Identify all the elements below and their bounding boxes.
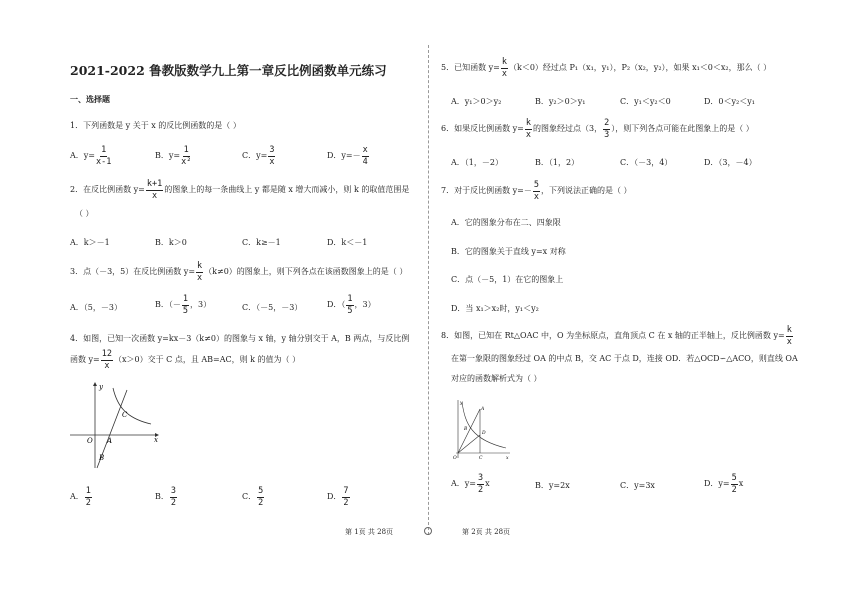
q8-option-d: D．y= $\frac{5}{2}$ x — [704, 473, 744, 495]
document-title: 2021-2022 鲁教版数学九上第一章反比例函数单元练习 — [70, 63, 387, 78]
q6-stem: 6．如果反比例函数 y= $\frac{k}{x}$ 的图象经过点（3， $\frac{2}{3}$ ），则下列各点可能在此图象上的是（ ） — [441, 118, 754, 140]
q3-option-b: B．（－ $\frac{1}{5}$ ，3） — [155, 294, 212, 316]
q2-option-d: D．k＜－1 — [327, 238, 368, 247]
q8-figure — [448, 396, 514, 462]
q4-stem-line1: 4．如图，已知一次函数 y=kx－3（k≠0）的图象与 x 轴，y 轴分别交于 A，B 两点，与反比例 — [70, 334, 410, 343]
binding-hole-icon — [424, 527, 432, 535]
q2-option-c: C．k≥－1 — [242, 238, 281, 247]
q4-label-x: x — [154, 436, 158, 444]
q5-option-a: A．y₁＞0＞y₂ — [451, 97, 502, 106]
q8-label-c: C — [479, 456, 483, 461]
q8-stem-line1: 8．如图，已知在 Rt△OAC 中，O 为坐标原点，直角顶点 C 在 x 轴的正半轴上，反比例函数 y= $\frac{k}{x}$ — [441, 325, 792, 347]
q4-label-a: A — [107, 437, 113, 445]
q8-option-c: C．y=3x — [620, 481, 655, 490]
q8-label-b: B — [464, 427, 468, 432]
q8-label-y: y — [460, 401, 463, 406]
q2-option-a: A．k＞－1 — [70, 238, 110, 247]
q8-segment-od — [458, 435, 480, 453]
q8-label-a: A — [481, 407, 485, 412]
q5-option-c: C．y₁＜y₂＜0 — [620, 97, 671, 106]
q5-stem: 5．已知函数 y= $\frac{k}{x}$ （k＜0）经过点 P₁（x₁，y₁），P₂（x₂，y₂），如果 x₁＜0＜x₂，那么（ ） — [441, 57, 772, 79]
q3-option-c: C．（－5，－3） — [242, 303, 303, 312]
q4-label-b: B — [99, 454, 105, 462]
q4-option-b: B． $\frac{3}{2}$ — [155, 486, 177, 508]
q4-option-a: A． $\frac{1}{2}$ — [70, 486, 91, 508]
q4-option-d: D． $\frac{7}{2}$ — [327, 486, 349, 508]
q4-y-arrow — [93, 382, 97, 386]
q1-option-d: D．y=－ $\frac{x}{4}$ — [327, 145, 368, 167]
q2-option-b: B．k＞0 — [155, 238, 187, 247]
q4-option-c: C． $\frac{5}{2}$ — [242, 486, 264, 508]
q4-hyperbola — [113, 388, 151, 424]
q8-stem-line3: 对应的函数解析式为（ ） — [451, 374, 542, 383]
column-divider — [428, 45, 429, 535]
q1-option-c: C．y= $\frac{3}{x}$ — [242, 145, 275, 167]
q5-option-d: D．0＜y₂＜y₁ — [704, 97, 755, 106]
q8-stem-line2: 在第一象限的图象经过 OA 的中点 B，交 AC 于点 D，连接 OD．若△OCD∽△ACO，则直线 OA — [451, 354, 798, 363]
q4-label-o: O — [87, 437, 93, 445]
q4-figure — [65, 380, 165, 470]
q1-option-a: A．y= $\frac{1}{x-1}$ — [70, 145, 112, 167]
q2-stem-blank: （ ） — [75, 209, 94, 218]
q7-option-c: C．点（－5，1）在它的图象上 — [451, 275, 564, 284]
q3-option-a: A．（5，－3） — [70, 303, 122, 312]
q6-option-b: B．（1，2） — [535, 158, 580, 167]
q4-stem-line2: 函数 y= $\frac{12}{x}$ （x＞0）交于 C 点，且 AB=AC，则 k 的值为（ ） — [70, 349, 301, 371]
section-heading: 一、选择题 — [70, 94, 110, 104]
q3-stem: 3．点（－3，5）在反比例函数 y= $\frac{k}{x}$ （k≠0）的图象上，则下列各点在该函数图象上的是（ ） — [70, 261, 408, 283]
q8-segment-oa — [458, 409, 480, 453]
q8-option-a: A．y= $\frac{3}{2}$ x — [451, 473, 490, 495]
q2-stem: 2．在反比例函数 y= $\frac{k+1}{x}$ 的图象上的每一条曲线上 y 都是随 x 增大而减小，则 k 的取值范围是 — [70, 179, 410, 201]
q8-option-b: B．y=2x — [535, 481, 570, 490]
q4-label-c: C — [122, 411, 128, 419]
q7-option-b: B．它的图象关于直线 y=x 对称 — [451, 247, 566, 256]
q8-label-x: x — [506, 456, 509, 461]
q6-option-c: C．（－3，4） — [620, 158, 673, 167]
page-number-left: 第 1页 共 28页 — [345, 528, 394, 536]
page-number-right: 第 2页 共 28页 — [462, 528, 511, 536]
q7-option-d: D．当 x₁＞x₂时，y₁＜y₂ — [451, 304, 539, 313]
q1-option-b: B．y= $\frac{1}{\text{x²}}$ — [155, 145, 192, 167]
q1-stem: 1．下列函数是 y 关于 x 的反比例函数的是（ ） — [70, 121, 241, 130]
q8-label-d: D — [482, 431, 486, 436]
q5-option-b: B．y₂＞0＞y₁ — [535, 97, 586, 106]
q3-option-d: D．（ $\frac{1}{5}$ ，3） — [327, 294, 376, 316]
q7-option-a: A．它的图象分布在二、四象限 — [451, 218, 561, 227]
q8-label-o: O — [453, 456, 457, 461]
q4-label-y: y — [99, 383, 103, 391]
q7-stem: 7．对于反比例函数 y=－ $\frac{5}{x}$ ，下列说法正确的是（ ） — [441, 180, 632, 202]
q6-option-d: D．（3，－4） — [704, 158, 757, 167]
q6-option-a: A．（1，－2） — [451, 158, 503, 167]
